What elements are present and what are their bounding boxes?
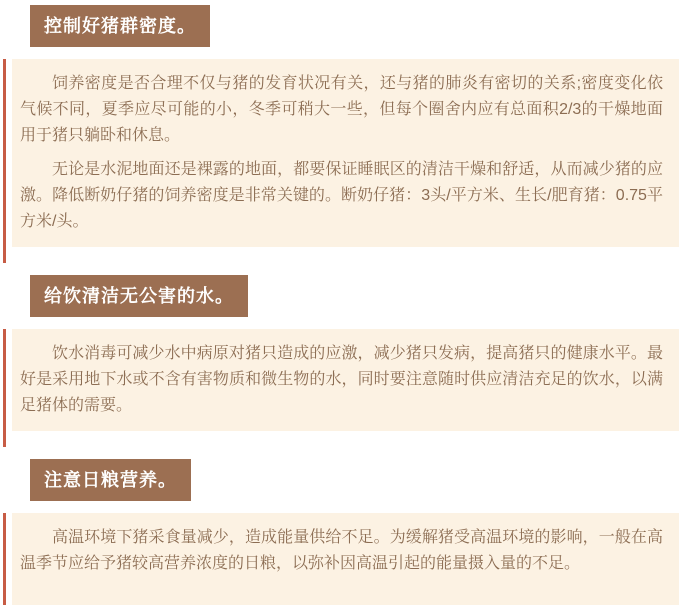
quote-content (12, 513, 679, 605)
paragraph-water-1: 饮水消毒可减少水中病原对猪只造成的应激，减少猪只发病，提高猪只的健康水平。最好是采用地下水或不含有害物质和微生物的水，同时要注意随时供应清洁充足的饮水，以满足猪体的需要。 (20, 345, 663, 414)
paragraph-density-2: 无论是水泥地面还是裸露的地面，都要保证睡眠区的清洁干燥和舒适，从而减少猪的应激。降低断奶仔猪的饲养密度是非常关键的。断奶仔猪：3头/平方米、生长/肥育猪：0.75平方米/头。 (20, 161, 663, 230)
section-ration-nutrition (0, 459, 679, 605)
quote-block-ration-nutrition (3, 513, 679, 605)
section-clean-water (0, 275, 679, 447)
quote-content (12, 59, 679, 247)
paragraph-nutrition-1: 高温环境下猪采食量减少，造成能量供给不足。为缓解猪受高温环境的影响，一般在高温季节应给予猪较高营养浓度的日粮，以弥补因高温引起的能量摄入量的不足。 (20, 529, 663, 572)
quote-block-pig-density (3, 59, 679, 263)
section-pig-density (0, 5, 679, 263)
section-heading-pig-density: 控制好猪群密度。 (30, 5, 210, 47)
section-heading-ration-nutrition: 注意日粮营养。 (30, 459, 191, 501)
paragraph-density-1: 饲养密度是否合理不仅与猪的发育状况有关，还与猪的肺炎有密切的关系;密度变化依气候不同，夏季应尽可能的小，冬季可稍大一些，但每个圈舍内应有总面积2/3的干燥地面用于猪只躺卧和休息。 (20, 75, 663, 144)
quote-block-clean-water (3, 329, 679, 447)
quote-content (12, 329, 679, 431)
section-heading-clean-water: 给饮清洁无公害的水。 (30, 275, 248, 317)
